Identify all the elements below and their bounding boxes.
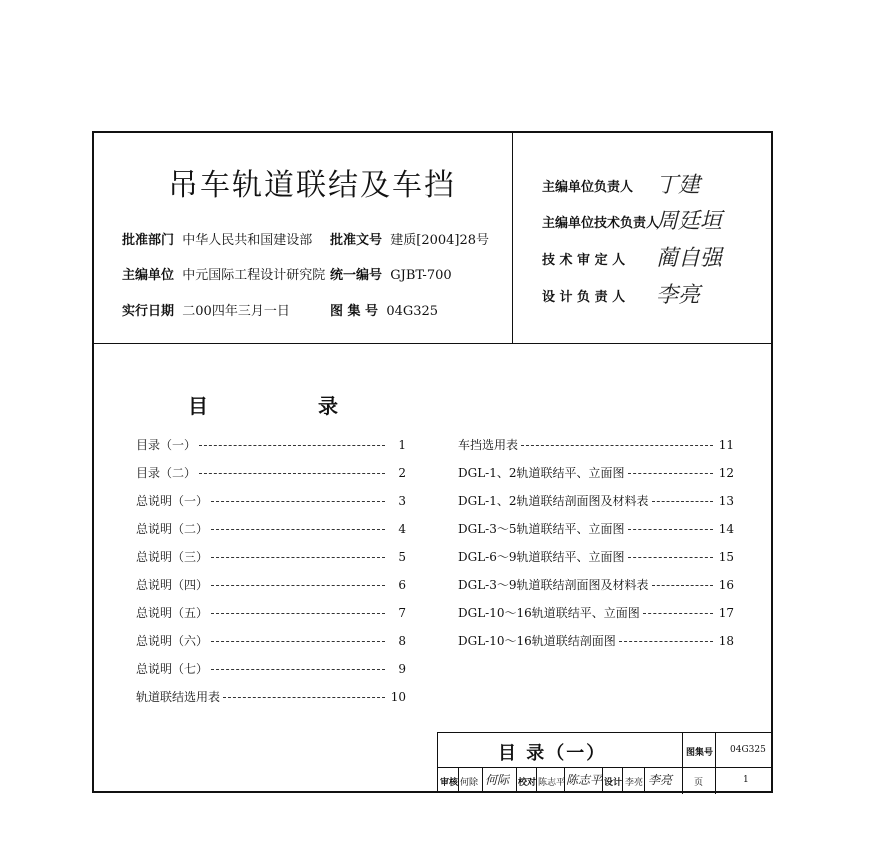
review-name: 何除 xyxy=(460,778,479,788)
design-signature: 李亮 xyxy=(648,773,673,787)
toc-entry-title: DGL-10～16轨道联结剖面图 xyxy=(458,634,616,648)
tb-cell-8 xyxy=(644,767,645,792)
page-value: 1 xyxy=(743,775,749,785)
toc-leader xyxy=(211,585,385,586)
toc-entry[interactable] xyxy=(136,660,406,676)
check-signature: 陈志平 xyxy=(566,773,603,787)
page-label: 页 xyxy=(694,778,704,788)
toc-entry-page: 8 xyxy=(398,634,406,648)
toc-entry[interactable] xyxy=(136,520,406,536)
toc-entry-page: 15 xyxy=(718,550,734,564)
toc-entry-page: 4 xyxy=(398,522,406,536)
toc-entry[interactable] xyxy=(136,436,406,452)
signature-design-lead: 李亮 xyxy=(656,283,701,308)
tb-cell-5 xyxy=(564,767,565,792)
toc-entry[interactable] xyxy=(458,604,734,620)
atlas-title: 吊车轨道联结及车挡 xyxy=(168,168,456,203)
toc-entry[interactable] xyxy=(136,604,406,620)
toc-entry-title: 总说明（二） xyxy=(136,522,209,536)
design-label: 设计 xyxy=(604,778,623,788)
toc-entry-title: 总说明（四） xyxy=(136,578,209,592)
toc-leader xyxy=(652,501,713,502)
sheet-title: 目 录（一） xyxy=(498,743,607,764)
toc-entry[interactable] xyxy=(458,464,734,480)
toc-entry-page: 1 xyxy=(398,438,406,452)
effective-date: 实行日期 二00四年三月一日 xyxy=(122,304,290,319)
toc-entry[interactable] xyxy=(458,548,734,564)
toc-entry-title: 总说明（七） xyxy=(136,662,209,676)
title-block-divider xyxy=(438,767,772,768)
check-label: 校对 xyxy=(518,778,537,788)
toc-entry-page: 11 xyxy=(718,438,734,452)
toc-leader xyxy=(211,641,385,642)
title-block-vline-2 xyxy=(715,733,716,794)
toc-entry-page: 6 xyxy=(398,578,406,592)
role-design-lead: 设 计 负 责 人 xyxy=(542,290,626,305)
tb-cell-7 xyxy=(622,767,623,792)
atlas-number: 图 集 号 04G325 xyxy=(330,304,439,319)
atlas-no-label: 图集号 xyxy=(686,748,714,758)
toc-entry-title: DGL-10～16轨道联结平、立面图 xyxy=(458,606,640,620)
tb-cell-4 xyxy=(536,767,537,792)
design-name: 李亮 xyxy=(625,778,644,788)
toc-entry-title: 目录（二） xyxy=(136,466,197,480)
toc-entry-page: 2 xyxy=(398,466,406,480)
toc-entry[interactable] xyxy=(136,464,406,480)
editor-unit: 主编单位 中元国际工程设计研究院 xyxy=(122,268,326,283)
toc-entry-title: DGL-3～5轨道联结平、立面图 xyxy=(458,522,625,536)
tb-cell-3 xyxy=(516,767,517,792)
signature-chief-editor: 丁建 xyxy=(656,173,701,198)
toc-leader xyxy=(643,613,713,614)
toc-entry-page: 14 xyxy=(718,522,734,536)
toc-entry[interactable] xyxy=(136,688,406,704)
unified-number: 统一编号 GJBT-700 xyxy=(330,268,452,283)
toc-leader xyxy=(211,557,385,558)
toc-leader xyxy=(199,445,385,446)
toc-entry[interactable] xyxy=(136,492,406,508)
toc-entry-page: 17 xyxy=(718,606,734,620)
toc-leader xyxy=(223,697,385,698)
check-name: 陈志平 xyxy=(538,778,566,788)
toc-leader xyxy=(628,529,713,530)
role-tech-lead: 主编单位技术负责人 xyxy=(542,216,660,231)
tb-cell-6 xyxy=(602,767,603,792)
toc-leader xyxy=(199,473,385,474)
header-vertical-divider xyxy=(512,131,513,343)
toc-entry-page: 9 xyxy=(398,662,406,676)
toc-entry[interactable] xyxy=(136,548,406,564)
toc-entry[interactable] xyxy=(458,632,734,648)
atlas-no-value: 04G325 xyxy=(730,745,766,755)
toc-leader xyxy=(628,557,713,558)
header-divider xyxy=(92,343,773,344)
toc-entry[interactable] xyxy=(458,492,734,508)
toc-entry-title: 车挡选用表 xyxy=(458,438,519,452)
review-signature: 何际 xyxy=(485,773,510,787)
toc-heading-right: 录 xyxy=(318,394,338,418)
toc-entry-page: 10 xyxy=(390,690,406,704)
tb-cell-1 xyxy=(458,767,459,792)
title-block xyxy=(437,732,773,793)
toc-entry-page: 5 xyxy=(398,550,406,564)
toc-leader xyxy=(619,641,713,642)
role-reviewer: 技 术 审 定 人 xyxy=(542,253,626,268)
toc-entry-title: 总说明（六） xyxy=(136,634,209,648)
approval-doc: 批准文号 建质[2004]28号 xyxy=(330,233,490,248)
toc-entry-title: DGL-1、2轨道联结平、立面图 xyxy=(458,466,625,480)
toc-entry-title: 总说明（一） xyxy=(136,494,209,508)
toc-leader xyxy=(211,669,385,670)
toc-entry-page: 3 xyxy=(398,494,406,508)
approval-dept: 批准部门 中华人民共和国建设部 xyxy=(122,233,313,248)
toc-leader xyxy=(628,473,713,474)
toc-leader xyxy=(521,445,713,446)
toc-entry-page: 16 xyxy=(718,578,734,592)
toc-entry-title: 轨道联结选用表 xyxy=(136,690,221,704)
review-label: 审核 xyxy=(440,778,459,788)
toc-leader xyxy=(211,613,385,614)
toc-entry[interactable] xyxy=(458,520,734,536)
toc-entry[interactable] xyxy=(458,436,734,452)
toc-entry-title: DGL-1、2轨道联结剖面图及材料表 xyxy=(458,494,649,508)
title-block-vline-1 xyxy=(682,733,683,794)
toc-entry[interactable] xyxy=(458,576,734,592)
toc-entry-page: 7 xyxy=(398,606,406,620)
toc-entry[interactable] xyxy=(136,632,406,648)
role-chief-editor: 主编单位负责人 xyxy=(542,180,634,195)
toc-entry-title: 总说明（五） xyxy=(136,606,209,620)
toc-entry-title: DGL-6～9轨道联结平、立面图 xyxy=(458,550,625,564)
signature-tech-lead: 周廷垣 xyxy=(656,209,723,234)
toc-entry[interactable] xyxy=(136,576,406,592)
signature-reviewer: 蔺自强 xyxy=(656,246,723,271)
toc-entry-page: 12 xyxy=(718,466,734,480)
toc-heading-left: 目 xyxy=(188,394,208,418)
toc-leader xyxy=(211,529,385,530)
toc-entry-page: 18 xyxy=(718,634,734,648)
toc-leader xyxy=(652,585,713,586)
toc-entry-title: 目录（一） xyxy=(136,438,197,452)
tb-cell-2 xyxy=(482,767,483,792)
toc-entry-title: 总说明（三） xyxy=(136,550,209,564)
toc-entry-page: 13 xyxy=(718,494,734,508)
toc-entry-title: DGL-3～9轨道联结剖面图及材料表 xyxy=(458,578,649,592)
toc-leader xyxy=(211,501,385,502)
